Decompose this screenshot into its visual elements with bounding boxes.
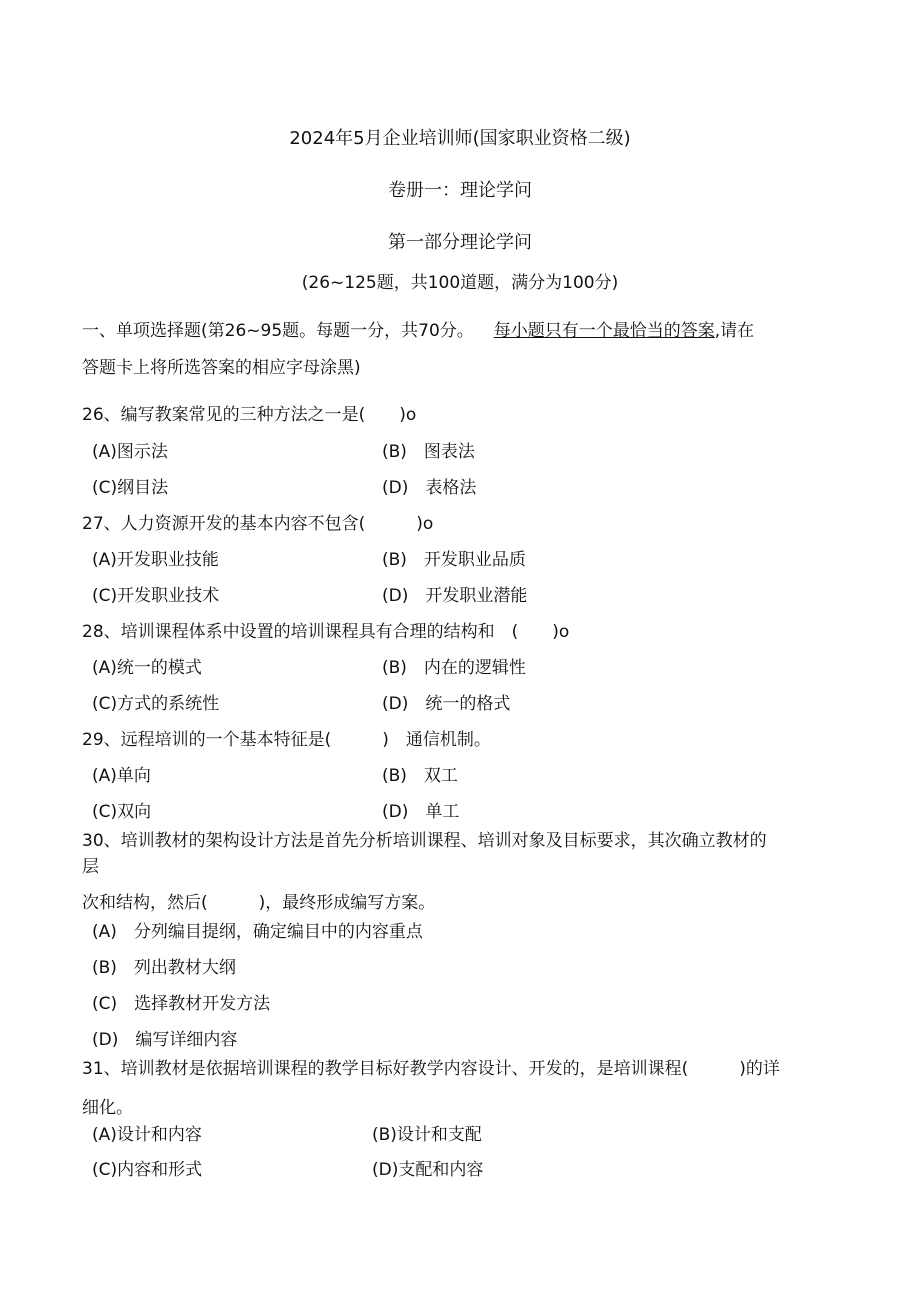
question-31-option-b: (B)设计和支配 bbox=[372, 1125, 482, 1145]
question-26-option-a: (A)图示法 bbox=[92, 442, 168, 462]
question-31-option-d: (D)支配和内容 bbox=[372, 1160, 484, 1180]
question-26-stem: 26、编写教案常见的三种方法之一是( )o bbox=[82, 405, 417, 425]
section-intro-end: ,请在 bbox=[714, 321, 755, 341]
question-28-option-d: (D) 统一的格式 bbox=[382, 694, 511, 714]
question-30-stem-line2: 层 bbox=[82, 857, 99, 877]
question-31-stem: 31、培训教材是依据培训课程的教学目标好教学内容设计、开发的，是培训课程( )的详 bbox=[82, 1059, 780, 1079]
question-26-option-c: (C)纲目法 bbox=[92, 478, 169, 498]
section-intro-line2: 答题卡上将所选答案的相应字母涂黑) bbox=[82, 358, 361, 378]
question-30-stem-line3: 次和结构，然后( )，最终形成编写方案。 bbox=[82, 893, 436, 913]
document-title: 2024年5月企业培训师(国家职业资格二级) bbox=[289, 128, 631, 149]
question-30-option-a: (A) 分列编目提纲，确定编目中的内容重点 bbox=[92, 922, 423, 942]
question-31-option-c: (C)内容和形式 bbox=[92, 1160, 203, 1180]
section-intro-underlined: 每小题只有一个最恰当的答案 bbox=[493, 321, 715, 341]
volume-title: 卷册一：理论学问 bbox=[388, 180, 532, 201]
question-30-stem: 30、培训教材的架构设计方法是首先分析培训课程、培训对象及目标要求，其次确立教材的 bbox=[82, 831, 767, 851]
question-27-option-b: (B) 开发职业品质 bbox=[382, 550, 526, 570]
question-31-option-a: (A)设计和内容 bbox=[92, 1125, 202, 1145]
question-27-option-d: (D) 开发职业潜能 bbox=[382, 586, 528, 606]
question-29-option-b: (B) 双工 bbox=[382, 766, 458, 786]
question-29-option-a: (A)单向 bbox=[92, 766, 151, 786]
question-31-stem-line2: 细化。 bbox=[82, 1098, 133, 1118]
question-30-option-c: (C) 选择教材开发方法 bbox=[92, 994, 271, 1014]
question-28-option-c: (C)方式的系统性 bbox=[92, 694, 220, 714]
scope-note: (26~125题，共100道题，满分为100分) bbox=[301, 273, 619, 293]
section-intro bbox=[82, 316, 754, 341]
question-28-stem: 28、培训课程体系中设置的培训课程具有合理的结构和 ( )o bbox=[82, 622, 570, 642]
question-30-option-d: (D) 编写详细内容 bbox=[92, 1030, 238, 1050]
question-26-option-b: (B) 图表法 bbox=[382, 442, 475, 462]
section-intro-start: 一、单项选择题(第26~95题。每题一分，共70分。 bbox=[82, 321, 474, 341]
question-27-option-c: (C)开发职业技术 bbox=[92, 586, 220, 606]
question-29-option-c: (C)双向 bbox=[92, 802, 152, 822]
question-26-option-d: (D) 表格法 bbox=[382, 478, 477, 498]
question-29-option-d: (D) 单工 bbox=[382, 802, 460, 822]
question-30-option-b: (B) 列出教材大纲 bbox=[92, 958, 236, 978]
part-title: 第一部分理论学问 bbox=[388, 232, 532, 253]
question-27-option-a: (A)开发职业技能 bbox=[92, 550, 219, 570]
question-28-option-a: (A)统一的模式 bbox=[92, 658, 202, 678]
question-28-option-b: (B) 内在的逻辑性 bbox=[382, 658, 526, 678]
question-27-stem: 27、人力资源开发的基本内容不包含( )o bbox=[82, 514, 434, 534]
question-29-stem: 29、远程培训的一个基本特征是( ) 通信机制。 bbox=[82, 730, 491, 750]
